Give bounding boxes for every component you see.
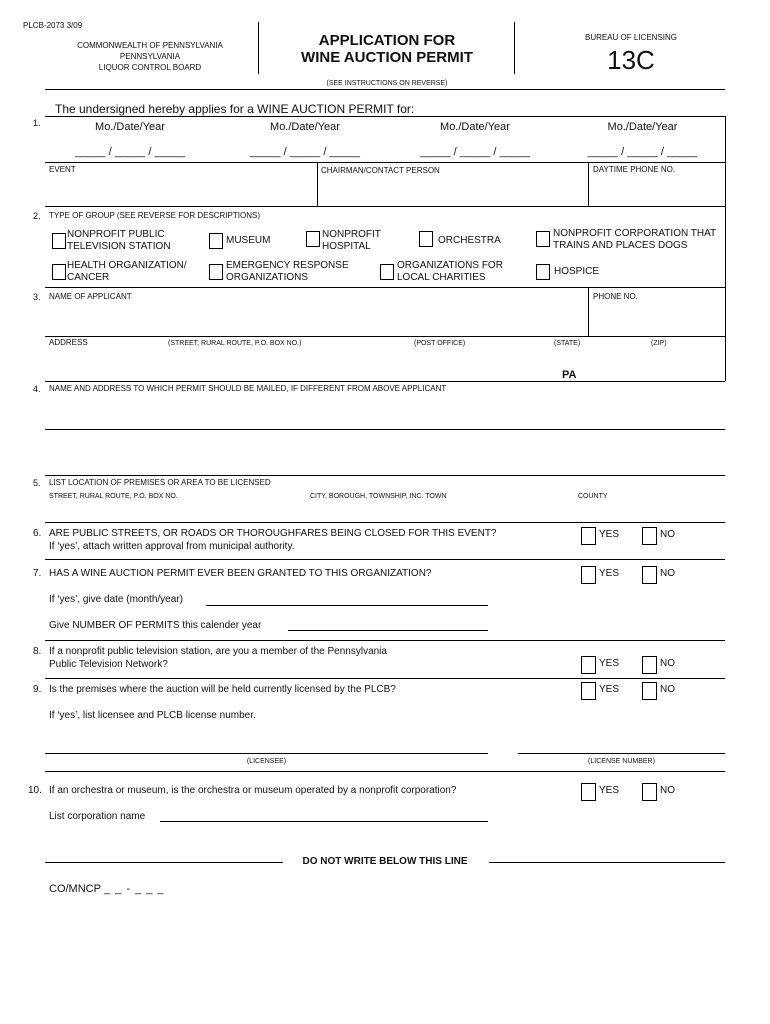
instructions-note: (SEE INSTRUCTIONS ON REVERSE) [326,80,448,87]
option-hospital-line-2: HOSPITAL [322,241,371,252]
premises-field[interactable] [49,503,721,521]
mailing-address-label: NAME AND ADDRESS TO WHICH PERMIT SHOULD BE MAILED, IF DIFFERENT FROM ABOVE APPLICANT [49,384,447,393]
q7-no-label: NO [660,568,675,579]
option-orchestra: ORCHESTRA [438,235,501,246]
q10-no-label: NO [660,785,675,796]
option-health-org-line-2: CANCER [67,272,110,283]
state-value: PA [562,369,577,381]
q9-licensee-field[interactable] [45,753,488,754]
q7-no-checkbox[interactable] [642,566,657,584]
q7-count-label: Give NUMBER OF PERMITS this calender year [49,620,262,631]
option-dog-training-line-1: NONPROFIT CORPORATION THAT [553,228,717,239]
option-local-charities-line-1: ORGANIZATIONS FOR [397,260,503,271]
checkbox-emergency[interactable] [209,264,223,280]
q7-date-label: If ‘yes’, give date (month/year) [49,594,183,605]
checkbox-orchestra[interactable] [419,231,433,247]
zip-hint: (ZIP) [651,340,667,347]
q9-question: Is the premises where the auction will be held currently licensed by the PLCB? [49,684,396,695]
q8-question-line-1: If a nonprofit public television station, are you a member of the Pennsylvania [49,646,387,657]
q9-yes-label: YES [599,684,620,695]
q7-count-field[interactable] [288,630,488,631]
form-title-line-1: APPLICATION FOR [318,32,456,49]
applicant-name-label: NAME OF APPLICANT [49,292,132,301]
daytime-phone-field[interactable] [593,180,721,202]
option-emergency-line-1: EMERGENCY RESPONSE [226,260,349,271]
q6-number: 6. [33,528,42,539]
option-public-tv-line-2: TELEVISION STATION [67,241,171,252]
section-1-number: 1. [33,118,41,128]
street-hint: (STREET, RURAL ROUTE, P.O. BOX NO.) [168,340,302,347]
date-label-3: Mo./Date/Year [440,121,510,133]
event-label: EVENT [49,165,76,174]
co-mncp-label: CO/MNCP [49,883,101,895]
q9-license-number-label: (LICENSE NUMBER) [588,758,655,765]
mailing-address-field[interactable] [49,432,721,472]
q6-yes-label: YES [599,529,620,540]
q10-yes-label: YES [599,785,620,796]
q7-number: 7. [33,568,42,579]
q7-yes-label: YES [599,568,620,579]
section-4-number: 4. [33,384,41,394]
q8-yes-label: YES [599,658,620,669]
q10-number: 10. [28,785,42,796]
q6-no-label: NO [660,529,675,540]
q9-license-number-field[interactable] [518,753,725,754]
agency-line-2: PENNSYLVANIA [119,52,181,61]
q10-question: If an orchestra or museum, is the orchestra or museum operated by a nonprofit corporation? [49,785,457,796]
q8-no-checkbox[interactable] [642,656,657,674]
option-emergency-line-2: ORGANIZATIONS [226,272,309,283]
co-mncp-blanks: _ _ - _ _ _ [104,883,165,895]
date-label-1: Mo./Date/Year [95,121,165,133]
premises-city-label: CITY, BOROUGH, TOWNSHIP, INC. TOWN [310,493,447,500]
header-divider-right [514,22,515,74]
header-divider-left [258,22,259,74]
q6-question: ARE PUBLIC STREETS, OR ROADS OR THOROUGHFARES BEING CLOSED FOR THIS EVENT? [49,528,497,539]
contact-label: CHAIRMAN/CONTACT PERSON [321,166,440,175]
checkbox-hospice[interactable] [536,264,550,280]
q7-date-field[interactable] [206,605,488,606]
q6-yes-checkbox[interactable] [581,527,596,545]
event-field[interactable] [49,180,311,202]
checkbox-dog-training[interactable] [536,231,550,247]
premises-county-label: COUNTY [578,493,608,500]
q8-yes-checkbox[interactable] [581,656,596,674]
applicant-phone-label: PHONE NO. [593,292,638,301]
option-hospice: HOSPICE [554,266,600,277]
bureau-label: BUREAU OF LICENSING [584,33,677,42]
checkbox-local-charities[interactable] [380,264,394,280]
address-label: ADDRESS [49,338,88,347]
applicant-name-field[interactable] [49,305,584,333]
section-1-intro: The undersigned hereby applies for a WINE AUCTION PERMIT for: [55,102,415,116]
q6-no-checkbox[interactable] [642,527,657,545]
q9-no-label: NO [660,684,675,695]
mailing-name-field[interactable] [49,398,721,428]
q10-yes-checkbox[interactable] [581,783,596,801]
checkbox-public-tv[interactable] [52,233,66,249]
form-code: 13C [607,45,655,75]
zip-field[interactable] [640,352,720,378]
option-local-charities-line-2: LOCAL CHARITIES [397,272,486,283]
footer-divider-right [489,862,725,863]
date-field-2[interactable]: _____ / _____ / _____ [249,146,361,158]
footer-divider-left [45,862,283,863]
q10-corp-field[interactable] [160,821,488,822]
section-3-number: 3. [33,292,41,302]
q9-sub-note: If ‘yes’, list licensee and PLCB license number. [49,710,256,721]
q9-yes-checkbox[interactable] [581,682,596,700]
q8-no-label: NO [660,658,675,669]
checkbox-health-org[interactable] [52,264,66,280]
option-public-tv-line-1: NONPROFIT PUBLIC [67,229,165,240]
applicant-address-field[interactable] [49,352,549,378]
applicant-phone-field[interactable] [593,305,721,333]
q9-number: 9. [33,684,42,695]
q7-yes-checkbox[interactable] [581,566,596,584]
q8-question-line-2: Public Television Network? [49,659,168,670]
daytime-phone-label: DAYTIME PHONE NO. [593,165,676,174]
section-2-number: 2. [33,211,41,221]
checkbox-hospital[interactable] [306,231,320,247]
post-office-hint: (POST OFFICE) [414,340,466,347]
form-title-line-2: WINE AUCTION PERMIT [301,49,473,66]
q10-no-checkbox[interactable] [642,783,657,801]
form-number: PLCB-2073 3/09 [23,21,83,30]
date-field-3[interactable]: _____ / _____ / _____ [419,146,531,158]
group-type-label: TYPE OF GROUP (SEE REVERSE FOR DESCRIPTIONS) [49,211,260,220]
q6-note: If ‘yes’, attach written approval from municipal authority. [49,541,295,552]
section-5-number: 5. [33,478,41,488]
option-museum: MUSEUM [226,235,271,246]
q8-number: 8. [33,646,42,657]
date-field-4[interactable]: _____ / _____ / _____ [587,146,698,158]
contact-field[interactable] [321,180,583,202]
premises-street-label: STREET, RURAL ROUTE, P.O. BOX NO. [49,493,178,500]
option-health-org-line-1: HEALTH ORGANIZATION/ [67,260,187,271]
date-field-1[interactable]: _____ / _____ / _____ [74,146,186,158]
q9-no-checkbox[interactable] [642,682,657,700]
q10-corp-label: List corporation name [49,811,146,822]
checkbox-museum[interactable] [209,233,223,249]
q9-licensee-label: (LICENSEE) [246,758,287,765]
q7-question: HAS A WINE AUCTION PERMIT EVER BEEN GRANTED TO THIS ORGANIZATION? [49,568,432,579]
option-dog-training-line-2: TRAINS AND PLACES DOGS [553,240,688,251]
option-hospital-line-1: NONPROFIT [322,229,381,240]
date-label-4: Mo./Date/Year [607,121,678,133]
date-label-2: Mo./Date/Year [270,121,340,133]
do-not-write-label: DO NOT WRITE BELOW THIS LINE [302,856,468,867]
agency-line-1: COMMONWEALTH OF PENNSYLVANIA [77,41,223,50]
agency-line-3: LIQUOR CONTROL BOARD [98,63,202,72]
premises-location-label: LIST LOCATION OF PREMISES OR AREA TO BE LICENSED [49,478,271,487]
state-hint: (STATE) [554,340,581,347]
